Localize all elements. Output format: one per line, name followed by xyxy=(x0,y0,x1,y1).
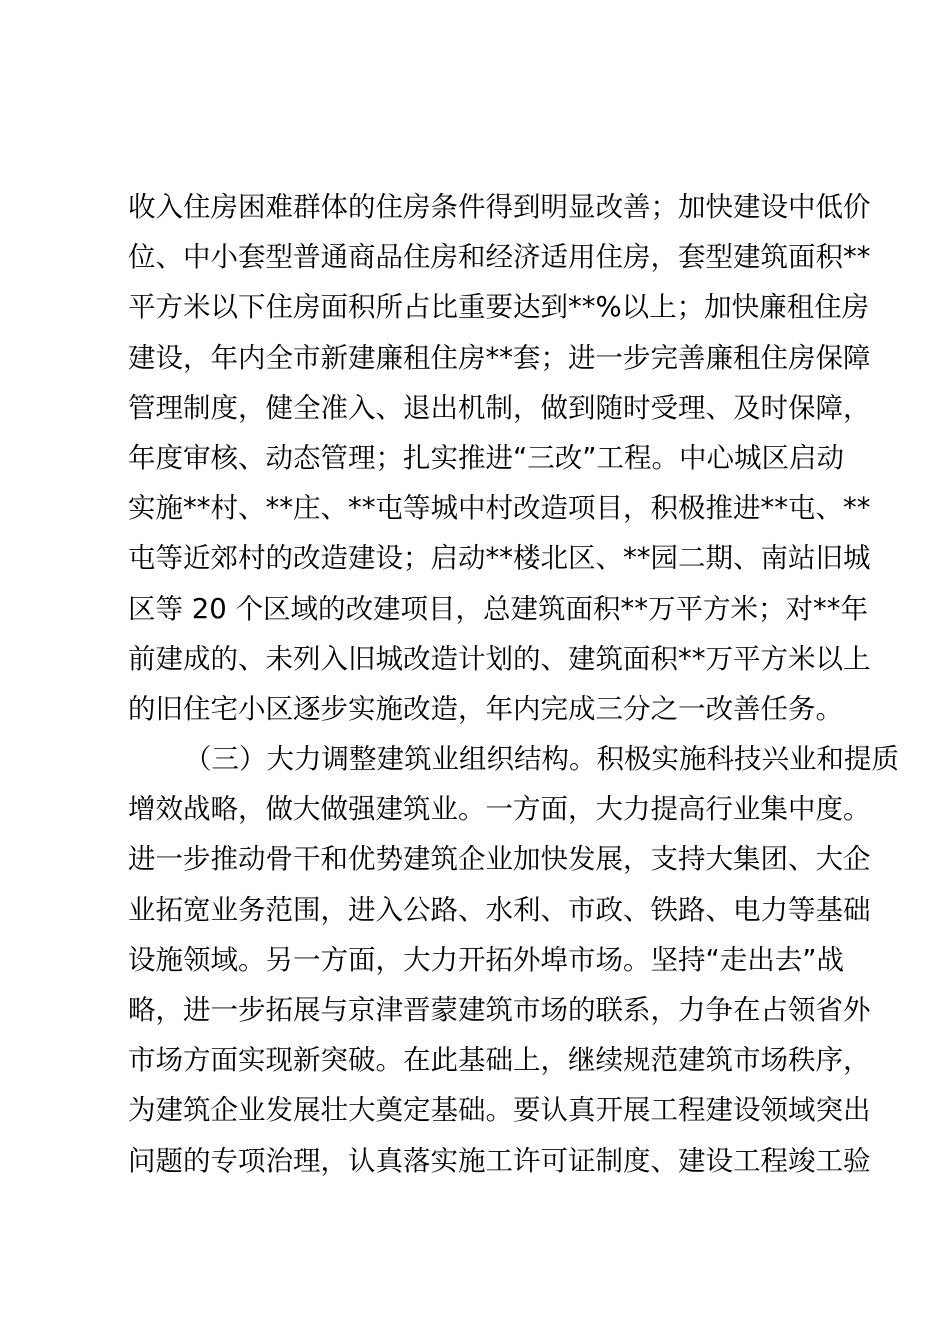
text-line-15: 业拓宽业务范围，进入公路、水利、市政、铁路、电力等基础 xyxy=(128,893,871,926)
text-line-9: 区等 20 个区域的改建项目，总建筑面积**万平方米；对**年 xyxy=(128,592,868,625)
text-line-12: （三）大力调整建筑业组织结构。积极实施科技兴业和提质 xyxy=(184,743,899,776)
text-line-10: 前建成的、未列入旧城改造计划的、建筑面积**万平方米以上 xyxy=(128,642,871,675)
text-line-4: 建设，年内全市新建廉租住房**套；进一步完善廉租住房保障 xyxy=(128,341,871,374)
text-line-16: 设施领域。另一方面，大力开拓外埠市场。坚持“走出去”战 xyxy=(128,943,844,976)
text-line-8: 屯等近郊村的改造建设；启动**楼北区、**园二期、南站旧城 xyxy=(128,542,871,575)
text-line-17: 略，进一步拓展与京津晋蒙建筑市场的联系，力争在占领省外 xyxy=(128,994,871,1026)
text-line-1: 收入住房困难群体的住房条件得到明显改善；加快建设中低价 xyxy=(128,191,871,223)
text-line-6: 年度审核、动态管理；扎实推进“三改”工程。中心城区启动 xyxy=(128,441,844,474)
text-line-14: 进一步推动骨干和优势建筑企业加快发展，支持大集团、大企 xyxy=(128,843,871,876)
text-line-7: 实施**村、**庄、**屯等城中村改造项目，积极推进**屯、** xyxy=(128,492,871,525)
text-line-3: 平方米以下住房面积所占比重要达到**%以上；加快廉租住房 xyxy=(128,291,870,324)
text-line-18: 市场方面实现新突破。在此基础上，继续规范建筑市场秩序， xyxy=(128,1044,871,1077)
text-line-20: 问题的专项治理，认真落实施工许可证制度、建设工程竣工验 xyxy=(128,1144,871,1177)
body-text xyxy=(128,182,899,1186)
text-line-11: 的旧住宅小区逐步实施改造，年内完成三分之一改善任务。 xyxy=(128,692,843,725)
text-line-13: 增效战略，做大做强建筑业。一方面，大力提高行业集中度。 xyxy=(128,793,871,826)
text-line-5: 管理制度，健全准入、退出机制，做到随时受理、及时保障， xyxy=(128,391,871,424)
text-line-19: 为建筑企业发展壮大奠定基础。要认真开展工程建设领域突出 xyxy=(128,1094,871,1127)
text-line-2: 位、中小套型普通商品住房和经济适用住房，套型建筑面积** xyxy=(128,241,871,274)
